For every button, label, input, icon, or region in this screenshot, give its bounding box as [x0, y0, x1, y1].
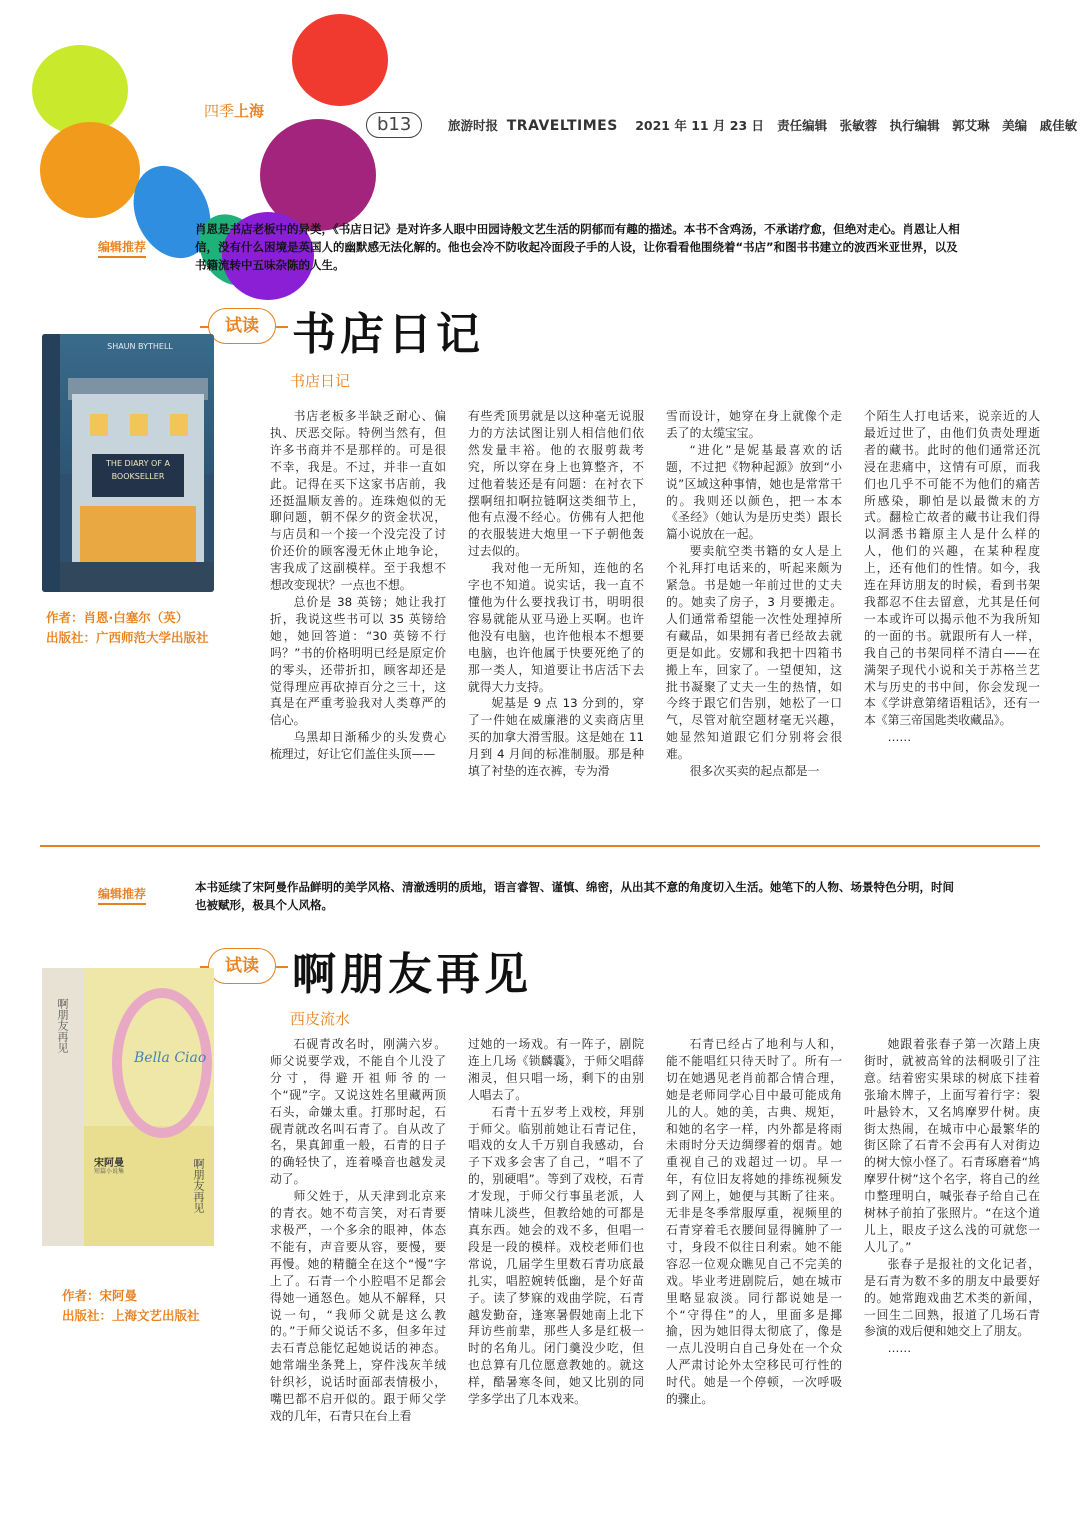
book-cover — [42, 334, 214, 592]
decor-blob-lime — [32, 45, 128, 135]
paper-name-cn: 旅游时报 — [448, 118, 499, 133]
author-line: 作者：肖恩·白塞尔（英） — [46, 610, 189, 625]
trial-read-badge: 试读 — [208, 948, 276, 984]
paragraph: …… — [887, 730, 912, 745]
cover-art-text: Bella Ciao — [134, 1050, 207, 1066]
recommend-label: 编辑推荐 — [98, 885, 146, 905]
paragraph: “进化”是妮基最喜欢的话题，不过把《物种起源》放到“小说”区域这种事情，她也是常常干的。我则还以颜色，把一本本《圣经》（她认为是历史类）跟长篇小说放在一起。 — [666, 442, 842, 542]
issue-date: 2021 年 11 月 23 日 — [635, 118, 765, 133]
book-meta — [46, 608, 209, 648]
paragraph: 要卖航空类书籍的女人是上个礼拜打电话来的，听起来颇为紧急。书是她一年前过世的丈夫的。她卖了房子，3 月要搬走。人们通常希望能一次性处理掉所有藏品，如果拥有者已经故去就更是如此。安娜和我把十四箱书搬上车，回家了。一望便知，这批书凝聚了丈夫一生的热情，如今终于跟它们告别，她松了一口气，尽管对航空题材毫无兴趣，她显然知道跟它们分别将会很难。 — [666, 544, 842, 762]
section-label — [204, 100, 264, 121]
intro-text: 本书延续了宋阿曼作品鲜明的美学风格、清澈透明的质地，语言睿智、谨慎、绵密，从出其不意的角度切入生活。她笔下的人物、场景特色分明，时间也被赋形，极具个人风格。 — [195, 880, 954, 912]
badge-line — [276, 326, 288, 328]
article-column-4 — [864, 408, 1040, 812]
paragraph: 很多次买卖的起点都是一 — [689, 764, 820, 779]
paragraph: 书店老板多半缺乏耐心、偏执、厌恶交际。特例当然有，但许多书商并不是那样的。可是很不幸，我是。不过，并非一直如此。记得在买下这家书店前，我还挺温顺友善的。连珠炮似的无聊问题，朝不保夕的资金状况，与店员和一个接一个没完没了讨价还价的顾客漫无休止地争论，害我成了这副模样。至于我想不想改变现状？一点也不想。 — [270, 409, 446, 593]
cover-author: 宋阿曼 — [94, 1158, 124, 1169]
badge-line — [276, 966, 288, 968]
section-name: 上海 — [234, 102, 265, 120]
article-column-2 — [468, 1036, 644, 1476]
paragraph: 张春子是报社的文化记者，是石青为数不多的朋友中最要好的。她常跑戏曲艺术类的新闻，一回生二回熟，报道了几场石青参演的戏后便和她交上了朋友。 — [864, 1256, 1040, 1339]
author-line: 作者：宋阿曼 — [62, 1288, 138, 1303]
paragraph: …… — [887, 1341, 912, 1356]
recommend-label: 编辑推荐 — [98, 238, 146, 258]
article-column-3 — [666, 1036, 842, 1476]
article-title: 啊朋友再见 — [292, 949, 532, 1000]
article-column-3 — [666, 408, 842, 812]
book-cover — [42, 968, 214, 1246]
paragraph: 师父姓于，从天津到北京来的青衣。她不苟言笑，对石青要求极严，一个多余的眼神，体态不能有，声音要从容，要慢，要再慢。她的精髓全在这个“慢”字上了。石青一个小腔唱不足都会得她一通怒色。她从不解释，只说一句，“我师父就是这么教的。”于师父说话不多，但多年过去石青总能忆起她说话的神态。她常端坐条凳上，穿件浅灰羊绒针织衫，说话时面部表情极小，嘴巴都不启开似的。跟于师父学戏的几年，石青只在台上看 — [270, 1189, 446, 1423]
intro-text: 肖恩是书店老板中的异类，《书店日记》是对许多人眼中田园诗般文艺生活的阴郁而有趣的描述。本书不含鸡汤，不承诺疗愈，但绝对走心。肖恩让人相信，没有什么困境是英国人的幽默感无法化解的。他也会冷不防收起冷面段子手的人设，让你看看他围绕着“书店”和图书书建立的波西米亚世界，以及书籍流转中五味杂陈的人生。 — [195, 222, 960, 272]
article-column-1 — [270, 1036, 446, 1476]
article-column-2 — [468, 408, 644, 812]
cover-title: THE DIARY OF A BOOKSELLER — [92, 454, 184, 497]
paragraph: 乌黑却日渐稀少的头发费心梳理过，好让它们盖住头顶—— — [270, 730, 446, 762]
cover-title: 啊朋友再见 — [192, 1158, 205, 1213]
paragraph: 妮基是 9 点 13 分到的，穿了一件她在威廉港的义卖商店里买的加拿大滑雪服。这是她在 11 月到 4 月间的标准制服。那是种填了衬垫的连衣裤，专为滑 — [468, 696, 644, 779]
paragraph: 她跟着张春子第一次踏上庚街时，就被高耸的法桐吸引了注意。结着密实果球的树底下挂着张瑜木牌子，上面写着行字：裂叶悬铃木，又名鸠摩罗什树。庚街太热闹，在城市中心最繁华的街区除了石青不会再有人对街边的树大惊小怪了。石青琢磨着“鸠摩罗什树”这个名字，将自己的丝巾整理明白，喊张春子给自己在树林子前拍了张照片。“在这个道儿上，眼皮子这么浅的可就您一人儿了。” — [864, 1037, 1040, 1254]
masthead — [448, 116, 1077, 134]
cover-author: SHAUN BYTHELL — [107, 342, 173, 351]
paragraph: 有些秃顶男就是以这种毫无说服力的方法试图让别人相信他们依然发量丰裕。他的衣服剪裁考究，所以穿在身上也算整齐，不过他着装还是有问题：在衬衣下摆啊纽扣啊拉链啊这类细节上，他有点漫不经心。仿佛有人把他的衣服装进大炮里一下子朝他轰过去似的。 — [468, 409, 644, 559]
paragraph: 我对他一无所知，连他的名字也不知道。说实话，我一直不懂他为什么要找我订书，明明很容易就能从亚马逊上买啊。也许他没有电脑，也许他根本不想要电脑，也许他属于快要死绝了的那一类人，知道要让书店活下去就得大力支持。 — [468, 561, 644, 694]
page-number: b13 — [366, 112, 422, 138]
section-divider — [40, 845, 1040, 847]
book-meta — [62, 1286, 200, 1326]
publisher-line: 出版社：广西师范大学出版社 — [46, 630, 209, 645]
article-subtitle: 西皮流水 — [290, 1010, 351, 1028]
article-title: 书店日记 — [292, 309, 484, 360]
credits: 责任编辑 张敏蓉 执行编辑 郭艾琳 美编 戚佳敏 — [777, 118, 1078, 133]
paragraph: 总价是 38 英镑；她让我打折，我说这些书可以 35 英镑给她，她回答道：“30 英镑不行吗？”书的价格明明已经是原定价的零头，还带折扣，顾客却还是觉得理应再砍掉百分之三十，这真是在严重考验我对人类尊严的信心。 — [270, 594, 446, 728]
cover-subtitle: 短篇小说集 — [94, 1168, 125, 1175]
paragraph: 过她的一场戏。有一阵子，剧院连上几场《锁麟囊》，于师父唱薛湘灵，但只唱一场，剩下的由别人唱去了。 — [468, 1037, 644, 1102]
paragraph: 雪而设计，她穿在身上就像个走丢了的太缆宝宝。 — [666, 409, 842, 440]
article-subtitle: 书店日记 — [290, 372, 351, 390]
paragraph: 石砚青改名时，刚满六岁。师父说要学戏，不能自个儿没了分寸，得避开祖师爷的一个“砚”字。又说这姓名里藏两顶石头，命嫌太重。打那时起，石砚青就改名叫石青了。自从改了名，果真卸重一般，石青的日子的确轻快了，连着嗓音也越发灵动了。 — [270, 1037, 446, 1187]
decor-blob-orange — [40, 122, 140, 218]
book-spine: 啊朋友再见 — [42, 968, 85, 1246]
paragraph: 个陌生人打电话来，说亲近的人最近过世了，由他们负责处理逝者的藏书。此时的他们通常还沉浸在悲痛中，这情有可原，而我们也几乎不可能不为他们的痛苦所感染，聊怕是以最微末的方式。翻检亡故者的藏书让我们得以洞悉书籍原主人是什么样的人，他们的兴趣，在某种程度上，还有他们的性情。如今，我连在拜访朋友的时候，看到书架我都忍不住去留意，尤其是任何一本或许可以揭示他不为我所知的一面的书。就跟所有人一样，我自己的书架同样不清白——在满架子现代小说和关于苏格兰艺术与历史的书中间，你会发现一本《学讲意第绪语粗话》，还有一本《第三帝国匙类收藏品》。 — [864, 409, 1040, 728]
article-column-4 — [864, 1036, 1040, 1476]
section-prefix: 四季 — [204, 102, 235, 120]
book-spine — [42, 334, 60, 592]
decor-blob-red — [292, 14, 388, 106]
trial-read-badge: 试读 — [208, 308, 276, 344]
publisher-line: 出版社：上海文艺出版社 — [62, 1308, 200, 1323]
paragraph: 石青已经占了地利与人和，能不能唱红只待天时了。所有一切在她遇见老肖前都合情合理，她是老师同学心目中最可能成角儿的人。她的美，古典、规矩，和她的名字一样，内外都是将雨未雨时分天边绸缪着的烟青。她重视自己的戏超过一切。早一年，有位旧友将她的排练视频发到了网上，她便与其断了往来。无非是冬季常服厚重，视频里的石青穿着毛衣腰间显得臃肿了一寸，身段不似往日利索。她不能容忍一位观众瞧见自己不完美的戏。毕业考进剧院后，她在城市里略显寂淡。同行都说她是一个“守得住”的人，里面多是揶揄，因为她旧得太彻底了，像是一点儿没明白自己身处在一个众人严肃讨论外太空移民可行性的时代。她是一个停顿，一次呼吸的骤止。 — [666, 1037, 842, 1407]
article-column-1 — [270, 408, 446, 812]
paper-name-en: TRAVELTIMES — [506, 118, 618, 134]
paragraph: 石青十五岁考上戏校，拜别于师父。临别前她让石青记住，唱戏的女人千万别自我感动，台子下戏多会害了自己，“唱不了的，别硬唱”。等到了戏校，石青才发现，于师父行事虽老派，人情味儿淡些，但教给她的可都是真东西。她会的戏不多，但唱一段是一段的模样。戏校老师们也常说，几届学生里数石青功底最扎实，唱腔婉转低幽，是个好苗子。读了梦寐的戏曲学院，石青越发勤奋，逢寒暑假她南上北下拜访些前辈，那些人多是红极一时的名角儿。闭门羹没少吃，但也总算有几位愿意教她的。就这样，酷暑寒冬间，她又比别的同学多学出了几本戏来。 — [468, 1104, 644, 1407]
